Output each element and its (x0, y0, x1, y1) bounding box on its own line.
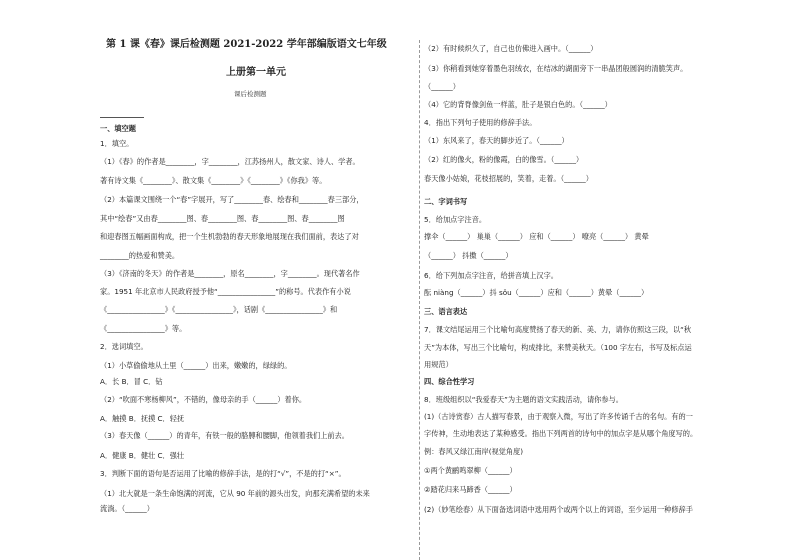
text-line: 家。1951 年北京市人民政府授予他“________________”的称号。代表作有小说 (100, 287, 351, 296)
text-line: （3）《济南的冬天》的作者是________，原名________，字________。现代著名作 (100, 269, 360, 278)
text-line: （3）你稍看到她穿着墨色羽绒衣，在结冰的湖面旁下一串晶团般圆润的清脆笑声。 (424, 64, 688, 73)
text-line: 7．课文结尾运用三个比喻句高度赞扬了春天的新、美、力，请你仿照这三段，以“秋 (424, 325, 692, 334)
text-line: ①两个黄鹂鸣翠柳（______） (424, 466, 517, 475)
text-line: （2）本篇课文围绕一个“春”字展开，写了________春、绘春和________春三部分， (100, 195, 364, 204)
text-line: ________的热爱和赞美。 (100, 251, 180, 260)
text-line: 流淌。（______） (100, 504, 154, 513)
text-line: （______） 抖擞（______） (424, 251, 513, 260)
text-line: 《________________》《________________》，话剧《________________》和 (100, 305, 338, 314)
text-line: （1）小草偷偷地从土里（______）出来，嫩嫩的，绿绿的。 (100, 361, 292, 370)
text-line: 天”为本体，写出三个比喻句，构成排比，来赞美秋天。（100 字左右，书写及标点运 (424, 343, 692, 352)
section-heading: 一、填空题 (100, 124, 136, 133)
text-line: 《________________》等。 (100, 324, 187, 333)
text-line: （2）有时候炽久了，自己也仿佛进入画中。（______） (424, 44, 598, 53)
text-line: A．长 B．冒 C．钻 (100, 377, 163, 386)
text-line: （4）它的背脊像剑鱼一样蓝，肚子是银白色的。（______） (424, 100, 612, 109)
doc-title-line1: 第 1 课《春》课后检测题 2021-2022 学年部编版语文七年级 (106, 39, 387, 50)
text-line: 著有诗文集《________》、散文集《________》《________》《你我》等。 (100, 176, 327, 185)
section-heading: 二、字词书写 (424, 197, 468, 206)
doc-subtitle: 课后检测题 (234, 90, 267, 98)
text-line: 酝 niàng（______）抖 sǒu（______）应和（______）黄晕（______） (424, 288, 649, 297)
text-line: (2)（妙笔绘春）从下面备选词语中选用两个或两个以上的词语，至少运用一种修辞手 (424, 505, 693, 514)
text-line: A．触摸 B．抚摸 C．轻抚 (100, 414, 185, 423)
text-line: 8．班级组织以“我爱春天”为主题的语文实践活动，请你参与。 (424, 395, 623, 404)
text-line: 撑伞（______） 巢巢（______） 应和（______） 嘹亮（______） 黄晕 (424, 232, 649, 241)
text-line: 和迎春图五幅画面构成，把一个生机勃勃的春天形象地展现在我们面前，表达了对 (100, 232, 359, 241)
text-line: 5．给加点字注音。 (424, 215, 487, 224)
text-line: 3．判断下面的语句是否运用了比喻的修辞手法，是的打“√”，不是的打“×”。 (100, 469, 346, 478)
text-line: 2．选词填空。 (100, 342, 148, 351)
text-line: （1）《春》的作者是________，字________，江苏扬州人，散文家、诗人、学者。 (100, 157, 360, 166)
text-line: （______） (424, 82, 460, 91)
text-line: 字传神，生动地表达了某种感受。指出下列两首的诗句中的加点字是从哪个角度写的。 (424, 429, 698, 438)
text-line: （2）“吹面不寒杨柳风”，不错的，像母亲的手（______）着你。 (100, 395, 307, 404)
text-line: 例：春风又绿江南岸(视觉角度) (424, 447, 524, 456)
column-divider (419, 40, 420, 560)
text-line: （1）东风来了，春天的脚步近了。（______） (424, 136, 569, 145)
text-line: ②踏花归来马蹄香（______） (424, 485, 517, 494)
text-line: 6．给下列加点字注音，给拼音填上汉字。 (424, 271, 558, 280)
text-line: (1)（古诗赏春）古人描写春景，由于观察入微，写出了许多传诵千古的名句。有的一 (424, 412, 693, 421)
section-rule (100, 117, 144, 118)
text-line: 1．填空。 (100, 139, 134, 148)
text-line: （2）红的像火，粉的像霞，白的像雪。（______） (424, 155, 584, 164)
text-line: A．健康 B．健壮 C．强壮 (100, 451, 185, 460)
text-line: 4．指出下列句子使用的修辞手法。 (424, 118, 537, 127)
text-line: 春天像小姑娘，花枝招展的，笑着，走着。（______） (424, 174, 593, 183)
doc-title-line2: 上册第一单元 (226, 67, 286, 78)
section-heading: 三、语言表达 (424, 307, 468, 316)
section-heading: 四、综合性学习 (424, 377, 475, 386)
text-line: （1）北大就是一条生命饱满的河流，它从 90 年前的源头出发，向那充满希望的未来 (100, 489, 370, 498)
text-line: （3）春天像（______）的青年，有铁一般的胳膊和腰脚，他领着我们上前去。 (100, 431, 349, 440)
text-line: 其中“绘春”又由春________图、春________图、春________图、春________图 (100, 214, 345, 223)
text-line: 用规范） (424, 360, 453, 369)
